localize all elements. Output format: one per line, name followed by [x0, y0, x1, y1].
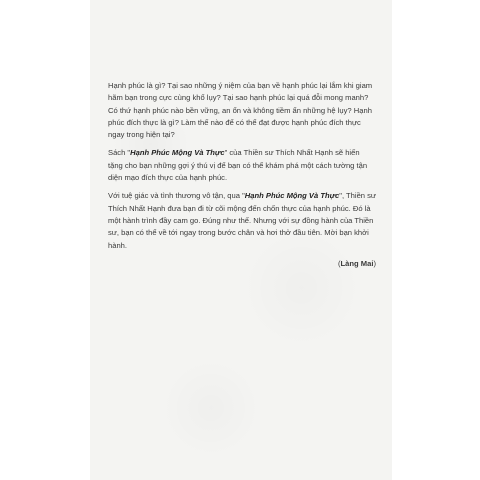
description-text [108, 80, 376, 276]
paragraph-1: Hạnh phúc là gì? Tại sao những ý niệm của bạn về hạnh phúc lại lắm khi giam hãm bạn trong cực cùng khổ lụy? Tại sao hạnh phúc lại quá đỗi mong manh? Có thứ hạnh phúc nào bền vững, an ổn và không tiềm ẩn những hệ lụy? Hạnh phúc đích thực là gì? Làm thế nào để có thể đạt được hạnh phúc đích thực ngay trong hiện tại? [108, 81, 373, 140]
book-title: Hạnh Phúc Mộng Và Thực [130, 148, 225, 158]
paragraph-3: Với tuệ giác và tình thương vô tận, qua "Hạnh Phúc Mộng Và Thực", Thiền sư Thích Nhất Hạnh đưa bạn đi từ cõi mộng đến chốn thực của hạnh phúc. Đó là một hành trình đầy cam go. Đúng như thế. Nhưng với sự đồng hành của Thiền sư, bạn có thể về tới ngay trong bước chân và hơi thở đầu tiên. Mời bạn khởi hành. [108, 191, 377, 250]
book-title: Hạnh Phúc Mộng Và Thực [244, 191, 340, 201]
book-back-cover [90, 0, 392, 480]
signature-name: Làng Mai [340, 258, 374, 268]
paragraph-2: Sách "Hạnh Phúc Mộng Và Thực" của Thiền sư Thích Nhất Hạnh sẽ hiến tặng cho bạn những gợi ý thú vị để bạn có thể khám phá một cách tường tận diện mạo đích thực của hạnh phúc. [108, 148, 368, 183]
signature: (Làng Mai) [338, 258, 376, 268]
